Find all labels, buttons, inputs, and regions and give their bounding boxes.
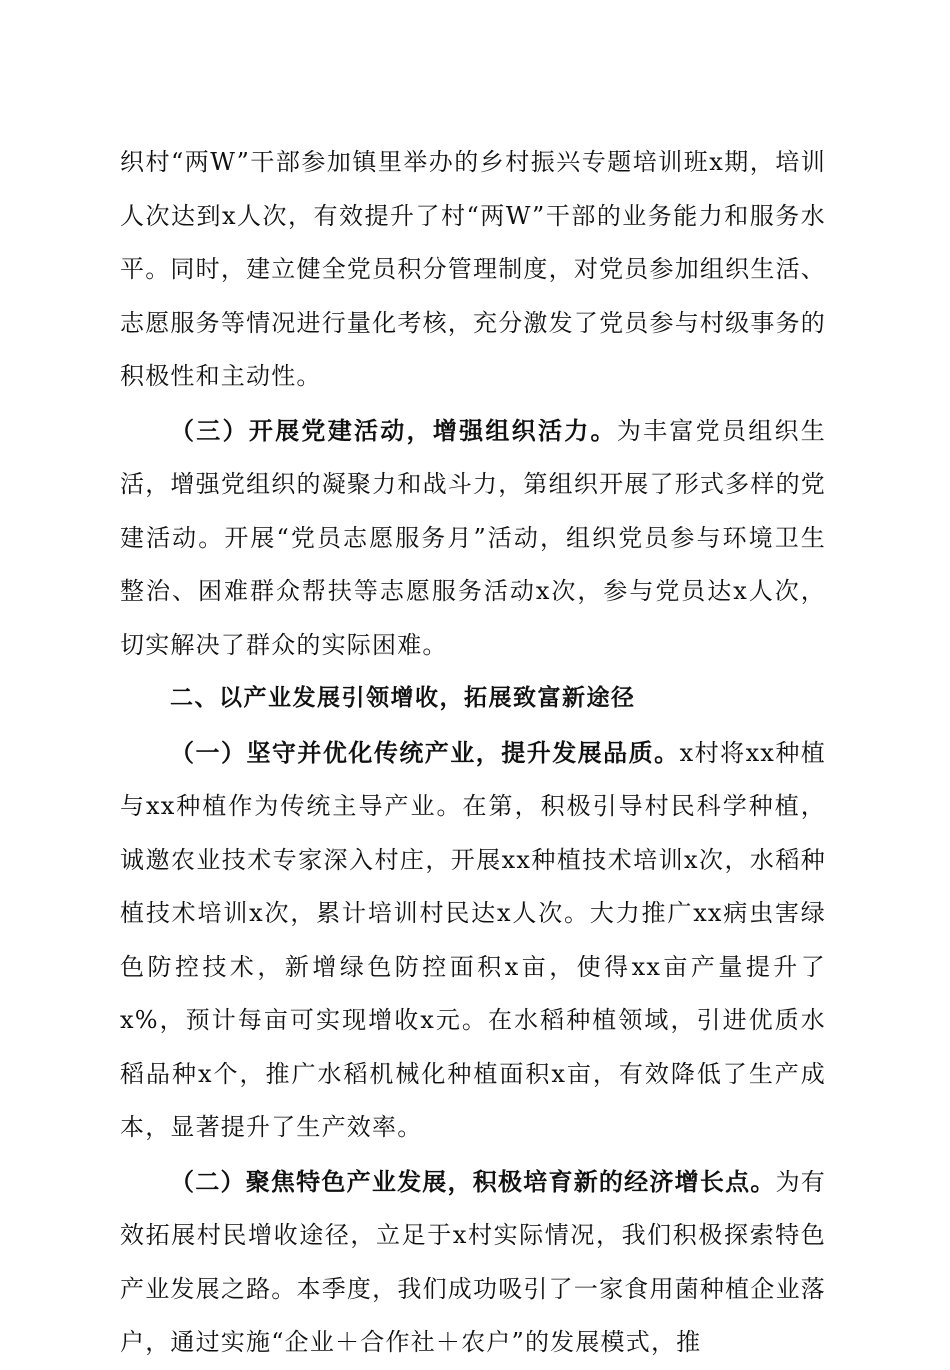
paragraph-3 (120, 726, 826, 1155)
paragraph-1-text: 织村“两W”干部参加镇里举办的乡村振兴专题培训班x期，培训人次达到x人次，有效提升了村“两W”干部的业务能力和服务水平。同时，建立健全党员积分管理制度，对党员参加组织生活、志愿服务等情况进行量化考核，充分激发了党员参与村级事务的积极性和主动性。 (120, 148, 826, 390)
document-page (120, 136, 826, 1370)
paragraph-2-body: 为丰富党员组织生活，增强党组织的凝聚力和战斗力，第组织开展了形式多样的党建活动。开展“党员志愿服务月”活动，组织党员参与环境卫生整治、困难群众帮扶等志愿服务活动x次，参与党员达x人次，切实解决了群众的实际困难。 (120, 416, 826, 659)
paragraph-2 (120, 404, 826, 673)
paragraph-3-body: x村将xx种植与xx种植作为传统主导产业。在第，积极引导村民科学种植，诚邀农业技术专家深入村庄，开展xx种植技术培训x次，水稻种植技术培训x次，累计培训村民达x人次。大力推广xx病虫害绿色防控技术，新增绿色防控面积x亩，使得xx亩产量提升了x%，预计每亩可实现增收x元。在水稻种植领域，引进优质水稻品种x个，推广水稻机械化种植面积x亩，有效降低了生产成本，显著提升了生产效率。 (120, 738, 826, 1141)
paragraph-4-body: 为有效拓展村民增收途径，立足于x村实际情况，我们积极探索特色产业发展之路。本季度，我们成功吸引了一家食用菌种植企业落户，通过实施“企业＋合作社＋农户”的发展模式，推 (120, 1167, 826, 1356)
paragraph-2-title: （三）开展党建活动，增强组织活力。 (170, 415, 617, 445)
paragraph-4-title: （二）聚焦特色产业发展，积极培育新的经济增长点。 (170, 1166, 776, 1196)
paragraph-4 (120, 1155, 826, 1370)
section-heading-2: 二、以产业发展引领增收，拓展致富新途径 (170, 685, 636, 711)
paragraph-3-title: （一）坚守并优化传统产业，提升发展品质。 (170, 737, 680, 767)
paragraph-1 (120, 136, 826, 404)
